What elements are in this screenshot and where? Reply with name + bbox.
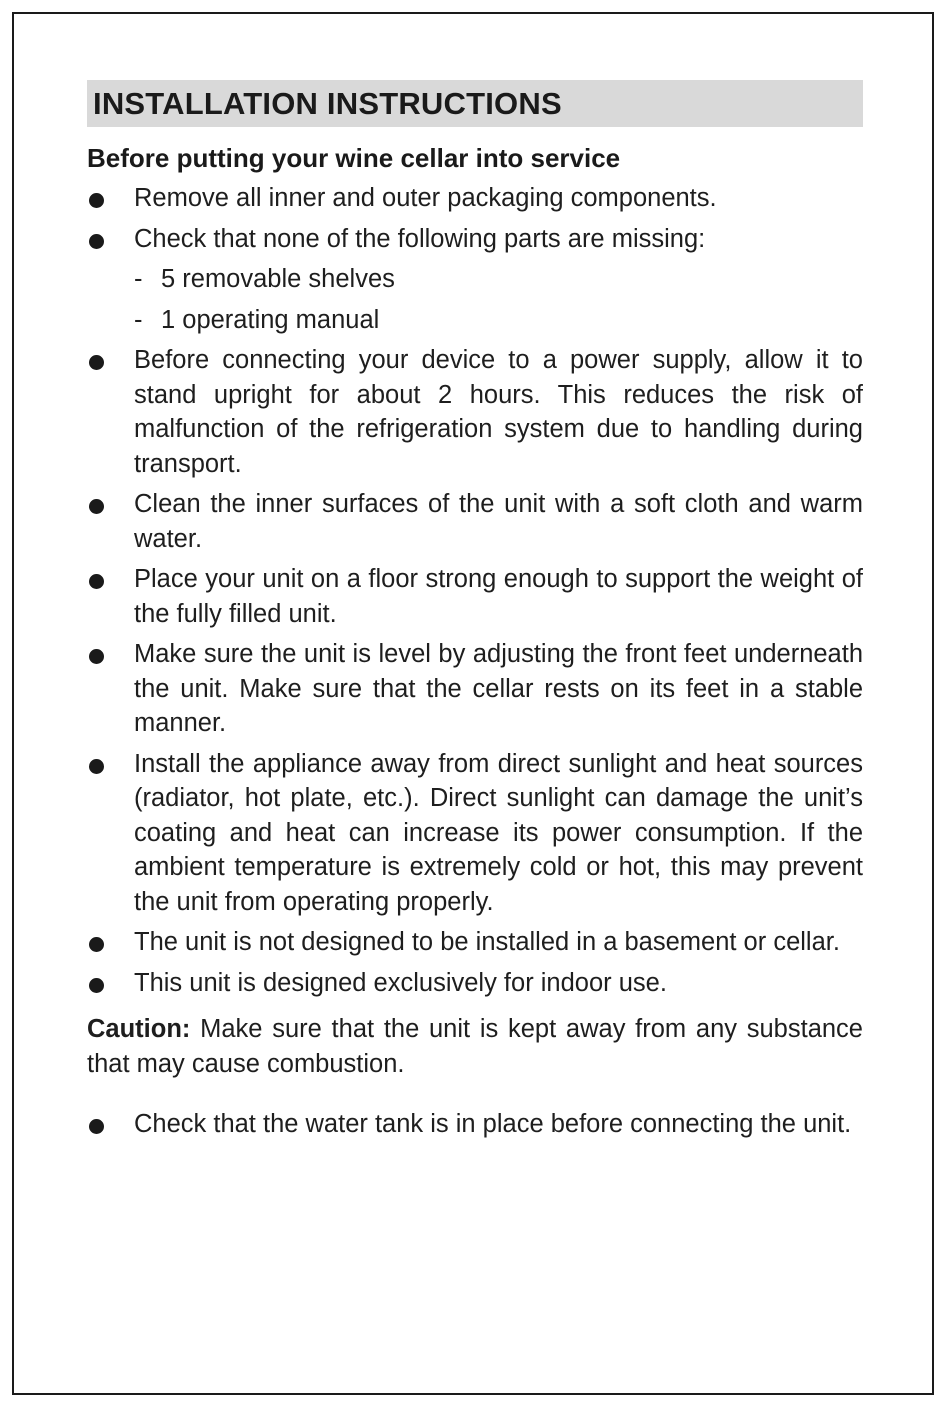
instruction-item — [87, 925, 863, 960]
section-title: INSTALLATION INSTRUCTIONS — [87, 80, 863, 127]
section-subtitle: Before putting your wine cellar into service — [87, 143, 621, 173]
instruction-text: Check that none of the following parts are missing: — [134, 224, 706, 253]
caution-note — [87, 1012, 863, 1081]
instruction-text: Check that the water tank is in place before connecting the unit. — [134, 1109, 852, 1138]
instruction-text: Place your unit on a floor strong enough to support the weight of the fully filled unit. — [134, 565, 863, 628]
bullet-icon — [89, 1119, 104, 1134]
instruction-item — [87, 487, 863, 556]
instruction-item — [87, 966, 863, 1001]
parts-list-item — [134, 303, 863, 338]
part-text: 5 removable shelves — [161, 265, 395, 293]
instruction-text: The unit is not designed to be installed in a basement or cellar. — [134, 928, 840, 956]
caution-label: Caution: — [87, 1015, 191, 1043]
instruction-item — [87, 181, 863, 216]
installation-instructions-section — [87, 80, 863, 1141]
instruction-text: Remove all inner and outer packaging components. — [134, 184, 717, 212]
bullet-icon — [89, 574, 104, 589]
final-instruction-list — [87, 1107, 863, 1142]
bullet-icon — [89, 649, 104, 664]
bullet-icon — [89, 978, 104, 993]
bullet-icon — [89, 937, 104, 952]
instruction-item — [87, 562, 863, 631]
bullet-icon — [89, 499, 104, 514]
dash-marker: - — [134, 305, 143, 334]
instruction-list — [87, 181, 863, 1000]
caution-text: Make sure that the unit is kept away from any substance that may cause combustion. — [87, 1015, 863, 1078]
instruction-text: Install the appliance away from direct sunlight and heat sources (radiator, hot plate, etc.). Direct sunlight can damage the unit’s coating and heat can increase its power consumption. If the ambient temperature is extremely cold or hot, this may prevent the unit from operating properly. — [134, 749, 863, 916]
bullet-icon — [89, 234, 104, 249]
bullet-icon — [89, 759, 104, 774]
instruction-text: Before connecting your device to a power supply, allow it to stand upright for about 2 hours. This reduces the risk of malfunction of the refrigeration system due to handling during transport. — [134, 346, 863, 478]
instruction-text: Make sure the unit is level by adjusting the front feet underneath the unit. Make sure that the cellar rests on its feet in a stable manner. — [134, 640, 863, 737]
bullet-icon — [89, 355, 104, 370]
instruction-text: This unit is designed exclusively for indoor use. — [134, 968, 667, 997]
part-text: 1 operating manual — [161, 305, 380, 334]
bullet-icon — [89, 193, 104, 208]
dash-marker: - — [134, 265, 143, 293]
instruction-text: Clean the inner surfaces of the unit with a soft cloth and warm water. — [134, 490, 863, 553]
instruction-item — [87, 747, 863, 920]
instruction-item — [87, 343, 863, 481]
instruction-item — [87, 637, 863, 741]
parts-list-item — [134, 262, 863, 297]
instruction-item — [87, 222, 863, 338]
instruction-item — [87, 1107, 863, 1142]
parts-list — [134, 262, 863, 337]
